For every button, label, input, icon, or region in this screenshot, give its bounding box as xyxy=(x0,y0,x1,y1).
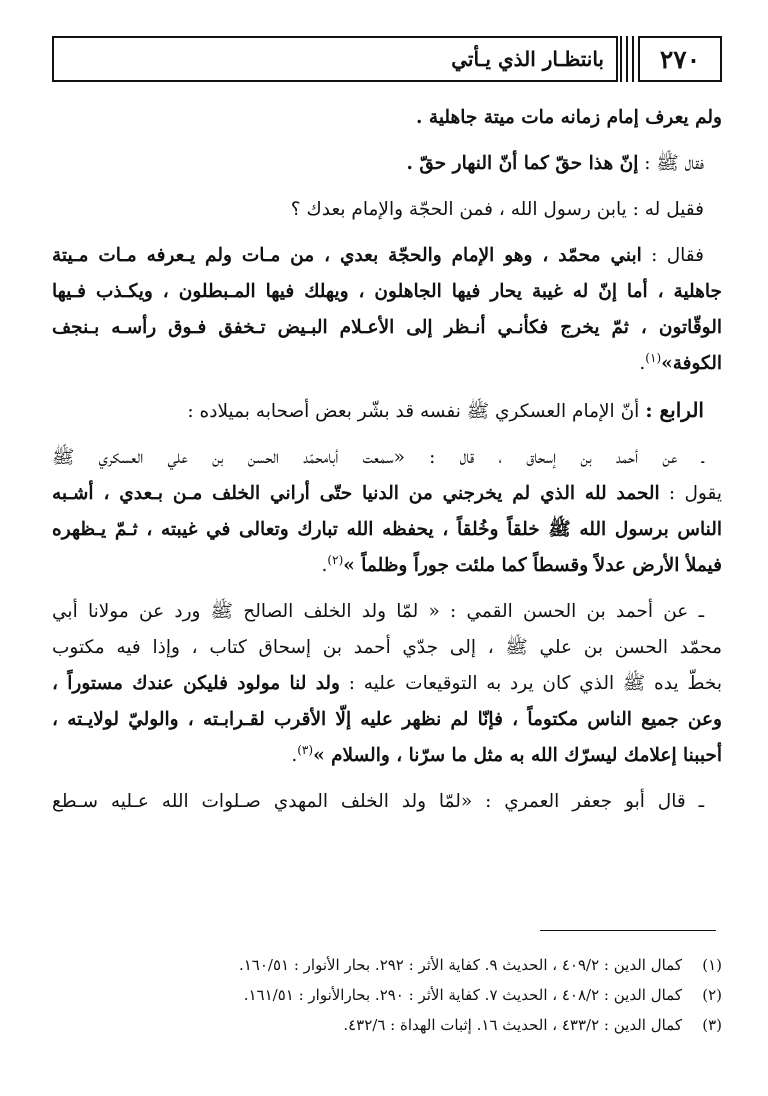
text-line: بخطّ يده ﷺ الذي كان يرد به التوقيعات عليه : ولد لنا مولود فليكن عندك مستوراً ، xyxy=(52,673,722,694)
paragraph xyxy=(52,594,722,774)
footnote: (٢)كمال الدين : ٤٠٨/٢ ، الحديث ٧. كفاية الأثر : ٢٩٠. بحارالأنوار : ١٦١/٥١. xyxy=(243,986,722,1004)
page-number: ٢٧٠ xyxy=(638,36,722,82)
text-line: أحببنا إعلامك ليسرّك الله به مثل ما سرّنا ، والسلام »$^{(٣)}$. xyxy=(291,742,722,766)
footnote-ref: (٣) xyxy=(297,742,314,757)
text-line: وعن جميع الناس مكتوماً ، فإنّا لم نظهر عليه إلّا الأقرب لقـرابـته ، والوليّ لولايـته ، xyxy=(52,709,722,730)
running-header xyxy=(52,36,722,84)
paragraph xyxy=(52,192,722,228)
text-line: الرابع : أنّ الإمام العسكري ﷺ نفسه قد بشّر بعض أصحابه بميلاده : xyxy=(187,398,704,422)
paragraph xyxy=(52,392,722,430)
footnote-ref: (١) xyxy=(645,350,662,365)
paragraph xyxy=(52,100,722,136)
text-line: ولم يعرف إمام زمانه مات ميتة جاهلية . xyxy=(416,107,722,128)
text-line: فقال ﷺ : إنّ هذا حقّ كما أنّ النهار حقّ . xyxy=(406,153,704,174)
main-text xyxy=(52,100,722,830)
text-line: الناس برسول الله ﷺ خلقاً وخُلقاً ، يحفظه الله تبارك وتعالى في غيبته ، ثـمّ يـظهره xyxy=(52,519,722,540)
paragraph xyxy=(52,238,722,382)
book-title: بانتظـار الذي يـأتي xyxy=(52,36,618,82)
section-label: الرابع : xyxy=(645,398,704,422)
paragraph xyxy=(52,146,722,182)
text-line: الوقّاتون ، ثمّ يخرج فكأنـي أنـظر إلى الأعـلام البـيض تـخفق فـوق رأسـه بـنجف xyxy=(52,317,722,338)
text-line: ـ عن أحمد بن إسحاق ، قال : «سمعت أبامحمّد الحسن بن علي العسكري ﷺ xyxy=(52,447,704,468)
paragraph xyxy=(52,784,722,820)
text-line: ـ قال أبو جعفر العمري : «لمّا ولد الخلف المهدي صـلوات الله عـليه سـطع xyxy=(52,791,704,812)
header-divider xyxy=(618,36,636,82)
text-line: يقول : الحمد لله الذي لم يخرجني من الدنيا حتّى أراني الخلف مـن بـعدي ، أشـبه xyxy=(52,483,722,504)
text-line: الكوفة»$^{(١)}$. xyxy=(639,350,722,374)
text-line: فيملأ الأرض عدلاً وقسطاً كما ملئت جوراً وظلماً »$^{(٢)}$. xyxy=(321,552,722,576)
text-line: فقيل له : يابن رسول الله ، فمن الحجّة والإمام بعدك ؟ xyxy=(290,199,704,220)
text-line: ـ عن أحمد بن الحسن القمي : « لمّا ولد الخلف الصالح ﷺ ورد عن مولانا أبي xyxy=(52,601,704,622)
footnotes xyxy=(52,950,722,1040)
footnote-ref: (٢) xyxy=(327,552,344,567)
footnote-divider xyxy=(540,930,716,931)
text-line: جاهلية ، أما إنّ له غيبة يحار فيها الجاهلون ، ويهلك فيها المـبطلون ، ويكـذب فـيها xyxy=(52,281,722,302)
text-line: محمّد الحسن بن علي ﷺ ، إلى جدّي أحمد بن إسحاق كتاب ، وإذا فيه مكتوب xyxy=(52,637,722,658)
footnote: (٣)كمال الدين : ٤٣٣/٢ ، الحديث ١٦. إثبات الهداة : ٤٣٢/٦. xyxy=(343,1016,722,1034)
footnote: (١)كمال الدين : ٤٠٩/٢ ، الحديث ٩. كفاية الأثر : ٢٩٢. بحار الأنوار : ١٦٠/٥١. xyxy=(238,956,722,974)
paragraph xyxy=(52,440,722,584)
text-line: فقال : ابني محمّد ، وهو الإمام والحجّة بعدي ، من مـات ولم يـعرفه مـات مـيتة xyxy=(52,245,704,266)
